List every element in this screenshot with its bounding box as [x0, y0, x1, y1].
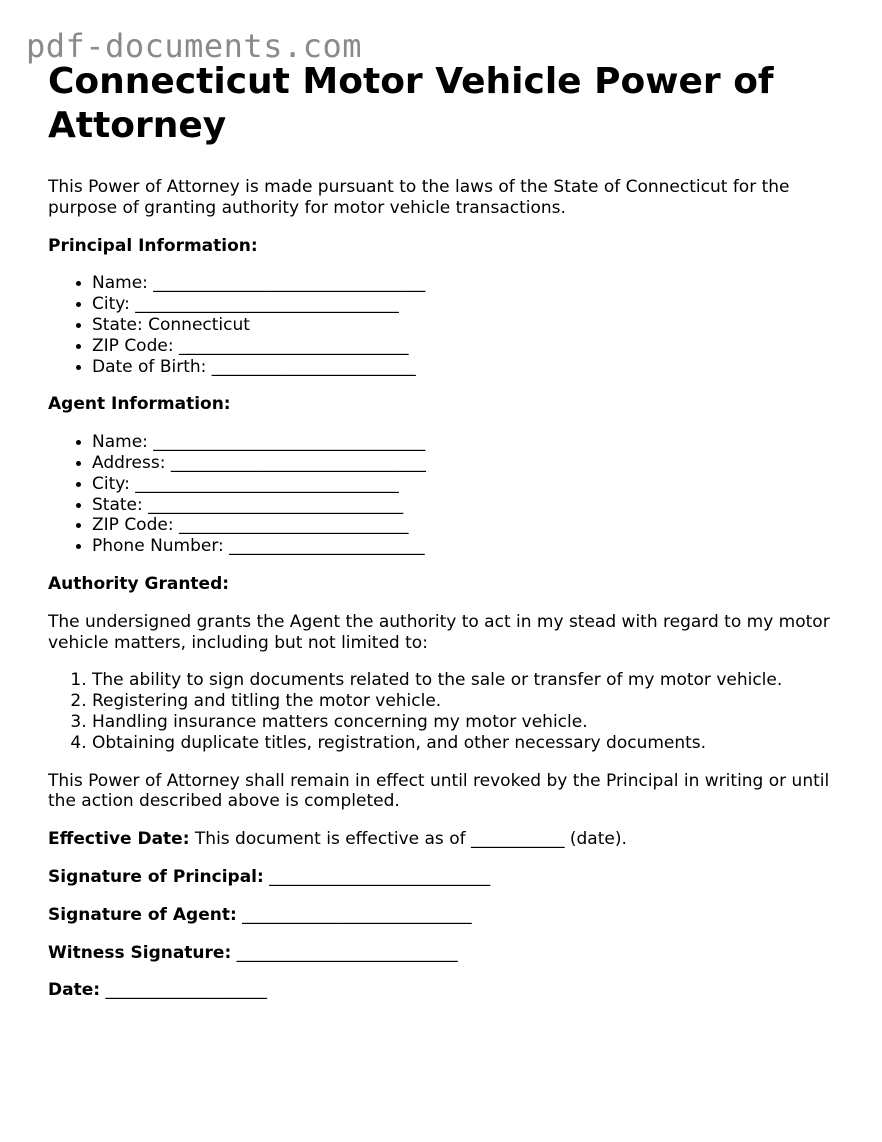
principal-signature-row [48, 867, 848, 888]
agent-address-item: • Address: ______________________________ [92, 453, 848, 474]
authority-list [48, 670, 848, 753]
date-row [48, 980, 848, 1001]
agent-name-item: • Name: ________________________________ [92, 432, 848, 453]
principal-signature-label: Signature of Principal: [48, 866, 264, 887]
authority-item: 3. Handling insurance matters concerning my motor vehicle. [92, 712, 848, 733]
agent-zip-item: • ZIP Code: ___________________________ [92, 515, 848, 536]
site-watermark: pdf-documents.com [26, 27, 363, 65]
effective-date-text: This document is effective as of ___________ (date). [189, 829, 627, 850]
principal-state-item: • State: Connecticut [92, 315, 848, 336]
principal-city-item: • City: _______________________________ [92, 294, 848, 315]
agent-list [48, 432, 848, 557]
effective-date-label: Effective Date: [48, 829, 190, 850]
agent-phone-item: • Phone Number: _______________________ [92, 536, 848, 557]
principal-zip-item: • ZIP Code: ___________________________ [92, 336, 848, 357]
principal-dob-item: • Date of Birth: ________________________ [92, 357, 848, 378]
principal-list [48, 273, 848, 377]
witness-signature-label: Witness Signature: [48, 942, 232, 963]
witness-signature-row [48, 943, 848, 964]
agent-state-item: • State: ______________________________ [92, 495, 848, 516]
date-line: ___________________ [100, 980, 267, 1001]
authority-item: 2. Registering and titling the motor vehicle. [92, 691, 848, 712]
authority-heading: Authority Granted: [48, 573, 230, 594]
authority-item: 1. The ability to sign documents related to the sale or transfer of my motor vehicle. [92, 670, 848, 691]
intro-paragraph: This Power of Attorney is made pursuant to the laws of the State of Connecticut for the purpose of granting authority for motor vehicle transactions. [48, 177, 790, 218]
agent-signature-label: Signature of Agent: [48, 904, 237, 925]
authority-paragraph: The undersigned grants the Agent the authority to act in my stead with regard to my motor vehicle matters, including but not limited to: [48, 611, 830, 653]
agent-city-item: • City: _______________________________ [92, 474, 848, 495]
agent-signature-line: ___________________________ [236, 904, 472, 925]
effective-date-row [48, 829, 848, 850]
date-label: Date: [48, 980, 101, 1001]
document-page [48, 60, 848, 1001]
agent-heading: Agent Information: [48, 394, 231, 415]
authority-item: 4. Obtaining duplicate titles, registration, and other necessary documents. [92, 733, 848, 754]
principal-signature-line: __________________________ [263, 866, 491, 887]
principal-name-item: • Name: ________________________________ [92, 273, 848, 294]
duration-paragraph: This Power of Attorney shall remain in effect until revoked by the Principal in writing or until the action described above is completed. [48, 770, 830, 812]
witness-signature-line: __________________________ [231, 942, 458, 963]
principal-heading: Principal Information: [48, 235, 258, 256]
page-title: Connecticut Motor Vehicle Power of Attorney [48, 61, 774, 146]
agent-signature-row [48, 905, 848, 926]
